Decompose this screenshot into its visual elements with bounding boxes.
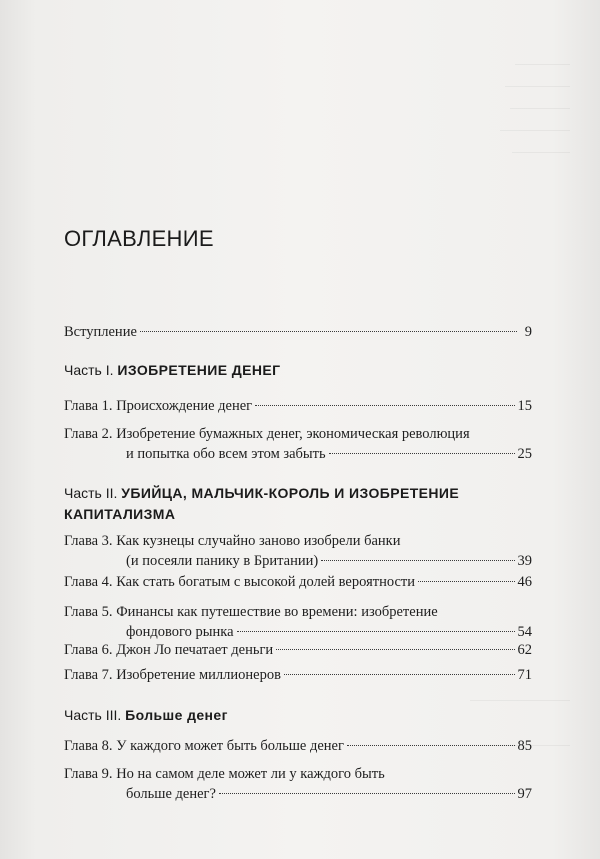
toc-line [64, 424, 532, 444]
chapter-title: Происхождение денег [116, 398, 253, 414]
part-name-continued: КАПИТАЛИЗМА [64, 506, 176, 522]
toc-entry-chapter [64, 764, 532, 804]
toc-entry-chapter [64, 602, 532, 642]
part-label: Часть I. [64, 362, 114, 378]
chapter-label: Глава 3. [64, 533, 113, 549]
toc-entry-chapter [64, 736, 532, 756]
dot-leader [237, 631, 515, 632]
toc-entry-intro [64, 322, 532, 342]
chapter-label: Глава 4. [64, 574, 113, 590]
toc-line [64, 784, 532, 804]
dot-leader [418, 581, 515, 582]
toc-line [64, 602, 532, 622]
chapter-title: Как стать богатым с высокой долей вероятности [116, 574, 415, 590]
toc-line [64, 764, 532, 784]
toc-entry-chapter [64, 665, 532, 685]
chapter-title: Джон Ло печатает деньги [116, 642, 274, 658]
part-heading [64, 483, 534, 525]
dot-leader [255, 405, 514, 406]
chapter-title: Изобретение миллионеров [116, 667, 281, 683]
toc-line [64, 531, 532, 551]
toc-line [64, 572, 532, 592]
page-number: 54 [517, 624, 532, 640]
chapter-title: У каждого может быть больше денег [116, 738, 344, 754]
dot-leader [140, 331, 517, 332]
page-number: 9 [524, 324, 532, 340]
toc-line [64, 665, 532, 685]
page-number: 39 [517, 553, 532, 569]
toc-line [64, 322, 532, 342]
toc-line [64, 640, 532, 660]
page-number: 15 [517, 398, 532, 414]
chapter-label: Глава 7. [64, 667, 113, 683]
bleed-through-line [505, 86, 570, 87]
chapter-title: Финансы как путешествие во времени: изобретение [116, 604, 438, 620]
entry-title: Вступление [64, 324, 137, 340]
chapter-title-continued: больше денег? [126, 786, 216, 802]
bleed-through-line [512, 152, 570, 153]
chapter-title: Изобретение бумажных денег, экономическая революция [116, 426, 470, 442]
part-name: УБИЙЦА, МАЛЬЧИК-КОРОЛЬ И ИЗОБРЕТЕНИЕ [121, 485, 460, 501]
part-label: Часть II. [64, 485, 118, 501]
toc-line [64, 444, 532, 464]
chapter-title-continued: и попытка обо всем этом забыть [126, 446, 326, 462]
dot-leader [219, 793, 515, 794]
bleed-through-line [515, 64, 570, 65]
part-heading [64, 705, 534, 726]
dot-leader [276, 649, 514, 650]
page-number: 97 [517, 786, 532, 802]
chapter-title: Как кузнецы случайно заново изобрели банки [116, 533, 401, 549]
toc-line [64, 736, 532, 756]
toc-entry-chapter [64, 531, 532, 571]
chapter-title: Но на самом деле может ли у каждого быть [116, 766, 385, 782]
dot-leader [329, 453, 515, 454]
toc-entry-chapter [64, 424, 532, 464]
chapter-label: Глава 2. [64, 426, 113, 442]
chapter-label: Глава 8. [64, 738, 113, 754]
dot-leader [321, 560, 514, 561]
chapter-label: Глава 9. [64, 766, 113, 782]
page-number: 62 [517, 642, 532, 658]
page-number: 25 [517, 446, 532, 462]
toc-line [64, 551, 532, 571]
toc-entry-chapter [64, 572, 532, 592]
toc-entry-chapter [64, 396, 532, 416]
page-number: 71 [517, 667, 532, 683]
chapter-label: Глава 6. [64, 642, 113, 658]
part-name: ИЗОБРЕТЕНИЕ ДЕНЕГ [117, 362, 281, 378]
chapter-label: Глава 1. [64, 398, 113, 414]
part-label: Часть III. [64, 707, 122, 723]
dot-leader [284, 674, 515, 675]
page-number: 46 [517, 574, 532, 590]
bleed-through-line [500, 130, 570, 131]
chapter-title-continued: фондового рынка [126, 624, 234, 640]
toc-line [64, 622, 532, 642]
page-number: 85 [517, 738, 532, 754]
chapter-label: Глава 5. [64, 604, 113, 620]
dot-leader [347, 745, 515, 746]
page-title: ОГЛАВЛЕНИЕ [64, 226, 214, 251]
part-name: Больше денег [125, 707, 228, 723]
part-heading [64, 360, 534, 381]
toc-entry-chapter [64, 640, 532, 660]
chapter-title-continued: (и посеяли панику в Британии) [126, 553, 319, 569]
toc-line [64, 396, 532, 416]
bleed-through-line [510, 108, 570, 109]
bleed-through-line [470, 700, 570, 701]
